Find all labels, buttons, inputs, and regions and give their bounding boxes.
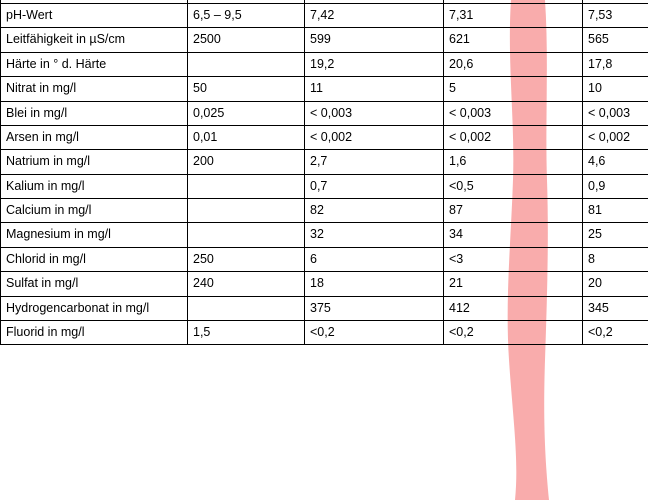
cell-value-1: 18 bbox=[305, 272, 444, 296]
cell-value-1: 82 bbox=[305, 199, 444, 223]
cell-value-1: 19,2 bbox=[305, 52, 444, 76]
cell-parameter: Sulfat in mg/l bbox=[1, 272, 188, 296]
cell-parameter: Arsen in mg/l bbox=[1, 125, 188, 149]
cell-limit: 1,5 bbox=[188, 320, 305, 344]
table-row bbox=[1, 199, 648, 223]
cell-value-2: 5 bbox=[444, 77, 583, 101]
cell-limit bbox=[188, 199, 305, 223]
cell-limit: 0,01 bbox=[188, 125, 305, 149]
cell-value-3-highlighted: 8 bbox=[583, 247, 648, 271]
cell-value-2: 621 bbox=[444, 28, 583, 52]
cell-parameter: Natrium in mg/l bbox=[1, 150, 188, 174]
cell-value-3-highlighted: <0,2 bbox=[583, 320, 648, 344]
cell-value-3-highlighted: 0,9 bbox=[583, 174, 648, 198]
cell-value-1: <0,2 bbox=[305, 320, 444, 344]
cell-value-3-highlighted: 7,53 bbox=[583, 4, 648, 28]
cell-limit bbox=[188, 223, 305, 247]
cell-value-3-highlighted: 10 bbox=[583, 77, 648, 101]
cell-value-1: < 0,003 bbox=[305, 101, 444, 125]
table-row bbox=[1, 28, 648, 52]
cell-limit: 200 bbox=[188, 150, 305, 174]
cell-limit bbox=[188, 296, 305, 320]
cell-parameter: Kalium in mg/l bbox=[1, 174, 188, 198]
table-row bbox=[1, 320, 648, 344]
cell-value-1: < 0,002 bbox=[305, 125, 444, 149]
cell-value-1: 2,7 bbox=[305, 150, 444, 174]
cell-value-3-highlighted: 17,8 bbox=[583, 52, 648, 76]
cell-value-2: 7,31 bbox=[444, 4, 583, 28]
cell-value-3-highlighted: < 0,003 bbox=[583, 101, 648, 125]
cell-value-3-highlighted: 81 bbox=[583, 199, 648, 223]
table-row bbox=[1, 101, 648, 125]
cell-value-2: < 0,002 bbox=[444, 125, 583, 149]
cell-value-3-highlighted: < 0,002 bbox=[583, 125, 648, 149]
cell-value-1: 0,7 bbox=[305, 174, 444, 198]
table-row bbox=[1, 4, 648, 28]
cell-value-2: 412 bbox=[444, 296, 583, 320]
cell-value-2: 21 bbox=[444, 272, 583, 296]
cell-value-2: < 0,003 bbox=[444, 101, 583, 125]
cell-parameter: Fluorid in mg/l bbox=[1, 320, 188, 344]
cell-value-3-highlighted: 4,6 bbox=[583, 150, 648, 174]
cell-value-3-highlighted: 345 bbox=[583, 296, 648, 320]
cell-value-1: 32 bbox=[305, 223, 444, 247]
cell-value-2: 20,6 bbox=[444, 52, 583, 76]
cell-parameter: Chlorid in mg/l bbox=[1, 247, 188, 271]
cell-parameter: Härte in ° d. Härte bbox=[1, 52, 188, 76]
cell-value-1: 599 bbox=[305, 28, 444, 52]
cell-limit bbox=[188, 174, 305, 198]
table-row bbox=[1, 272, 648, 296]
cell-limit: 50 bbox=[188, 77, 305, 101]
cell-value-1: 7,42 bbox=[305, 4, 444, 28]
cell-value-2: 1,6 bbox=[444, 150, 583, 174]
cell-value-3-highlighted: 565 bbox=[583, 28, 648, 52]
cell-value-3-highlighted: 20 bbox=[583, 272, 648, 296]
cell-parameter: Leitfähigkeit in µS/cm bbox=[1, 28, 188, 52]
table-row bbox=[1, 247, 648, 271]
table-row bbox=[1, 125, 648, 149]
cell-value-2: 87 bbox=[444, 199, 583, 223]
cell-limit: 2500 bbox=[188, 28, 305, 52]
cell-parameter: Hydrogencarbonat in mg/l bbox=[1, 296, 188, 320]
cell-parameter: Nitrat in mg/l bbox=[1, 77, 188, 101]
cell-value-1: 11 bbox=[305, 77, 444, 101]
table-row bbox=[1, 77, 648, 101]
cell-parameter: pH-Wert bbox=[1, 4, 188, 28]
table-row bbox=[1, 296, 648, 320]
table-row bbox=[1, 52, 648, 76]
cell-value-2: <0,2 bbox=[444, 320, 583, 344]
cell-limit: 0,025 bbox=[188, 101, 305, 125]
cell-parameter: Blei in mg/l bbox=[1, 101, 188, 125]
table-row bbox=[1, 174, 648, 198]
cell-value-2: <0,5 bbox=[444, 174, 583, 198]
cell-value-3-highlighted: 25 bbox=[583, 223, 648, 247]
cell-value-1: 375 bbox=[305, 296, 444, 320]
cell-parameter: Magnesium in mg/l bbox=[1, 223, 188, 247]
table-row bbox=[1, 223, 648, 247]
cell-value-1: 6 bbox=[305, 247, 444, 271]
cell-limit: 6,5 – 9,5 bbox=[188, 4, 305, 28]
cell-value-2: <3 bbox=[444, 247, 583, 271]
cell-limit: 240 bbox=[188, 272, 305, 296]
table-row bbox=[1, 150, 648, 174]
cell-limit: 250 bbox=[188, 247, 305, 271]
cell-limit bbox=[188, 52, 305, 76]
cell-value-2: 34 bbox=[444, 223, 583, 247]
cell-parameter: Calcium in mg/l bbox=[1, 199, 188, 223]
